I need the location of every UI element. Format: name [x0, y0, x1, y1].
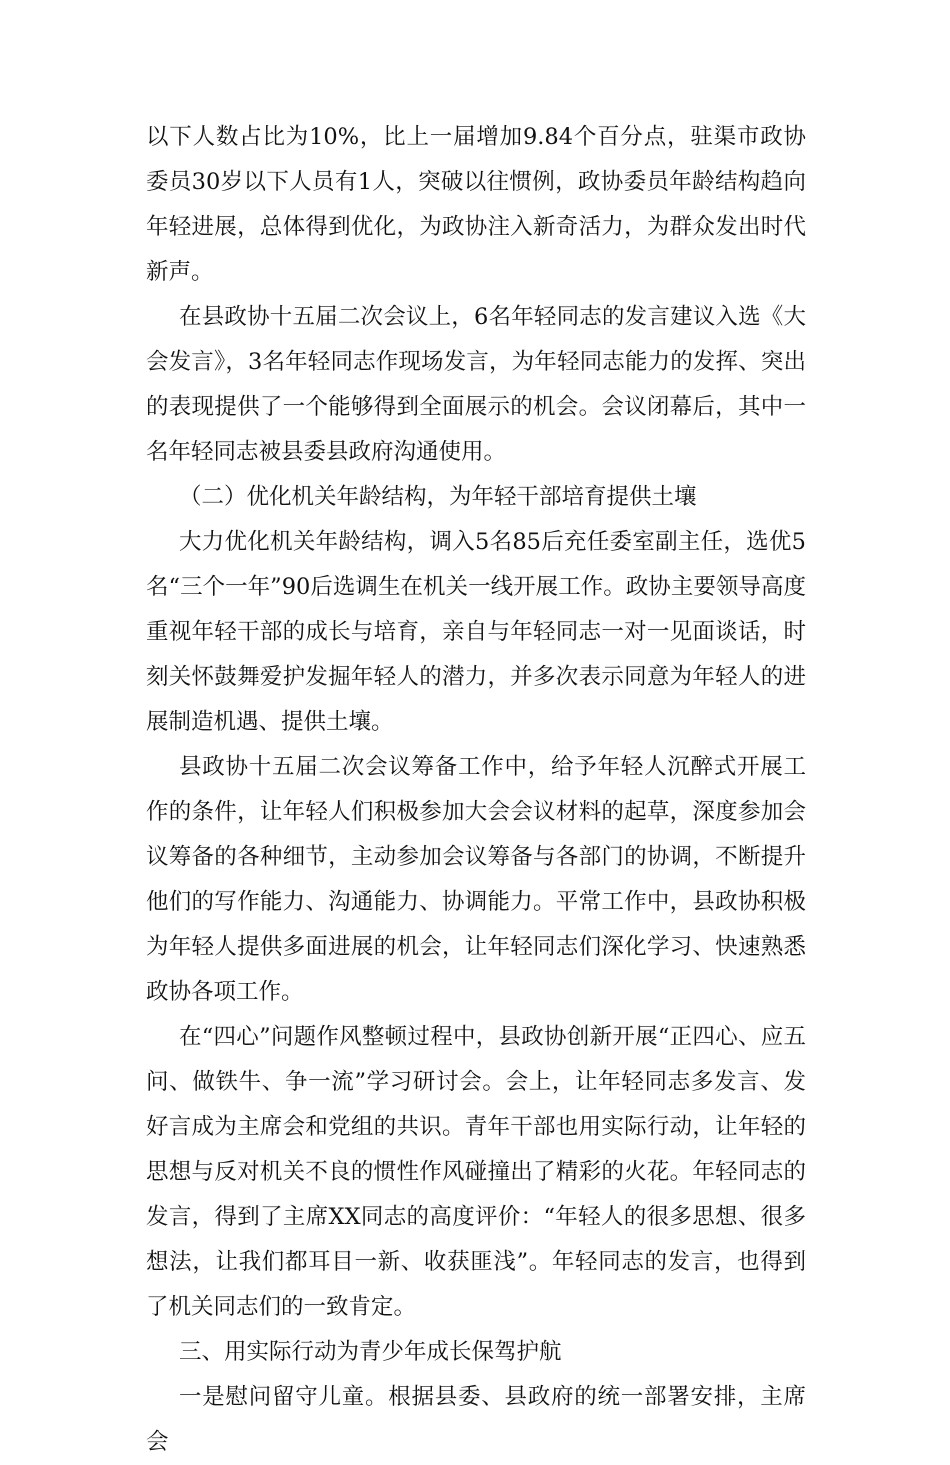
paragraph-optimize-structure: 大力优化机关年龄结构，调入5名85后充任委室副主任，选优5名“三个一年”90后选调生在机关一线开展工作。政协主要领导高度重视年轻干部的成长与培育，亲自与年轻同志一对一见面谈话，时刻关怀鼓舞爱护发掘年轻人的潜力，并多次表示同意为年轻人的进展制造机遇、提供土壤。: [146, 529, 806, 735]
section-heading-youth-growth: 三、用实际行动为青少年成长保驾护航: [179, 1339, 562, 1365]
paragraph-four-hearts: 在“四心”问题作风整顿过程中，县政协创新开展“正四心、应五问、做铁牛、争一流”学习研讨会。会上，让年轻同志多发言、发好言成为主席会和党组的共识。青年干部也用实际行动，让年轻的思想与反对机关不良的惯性作风碰撞出了精彩的火花。年轻同志的发言，得到了主席XX同志的高度评价：“年轻人的很多思想、很多想法，让我们都耳目一新、收获匪浅”。年轻同志的发言，也得到了机关同志们的一致肯定。: [146, 1024, 806, 1320]
paragraph-conference-speeches: 在县政协十五届二次会议上，6名年轻同志的发言建议入选《大会发言》，3名年轻同志作现场发言，为年轻同志能力的发挥、突出的表现提供了一个能够得到全面展示的机会。会议闭幕后，其中一名年轻同志被县委县政府沟通使用。: [146, 304, 806, 465]
document-body: [146, 115, 806, 1465]
section-heading-optimize-age-structure: （二）优化机关年龄结构，为年轻干部培育提供土壤: [179, 484, 697, 510]
paragraph-continuation: 以下人数占比为10%，比上一届增加9.84个百分点，驻渠市政协委员30岁以下人员有1人，突破以往惯例，政协委员年龄结构趋向年轻进展，总体得到优化，为政协注入新奇活力，为群众发出时代新声。: [146, 124, 806, 285]
paragraph-left-behind-children: 一是慰问留守儿童。根据县委、县政府的统一部署安排，主席会: [146, 1384, 806, 1455]
paragraph-meeting-preparation: 县政协十五届二次会议筹备工作中，给予年轻人沉醉式开展工作的条件，让年轻人们积极参加大会会议材料的起草，深度参加会议筹备的各种细节，主动参加会议筹备与各部门的协调，不断提升他们的写作能力、沟通能力、协调能力。平常工作中，县政协积极为年轻人提供多面进展的机会，让年轻同志们深化学习、快速熟悉政协各项工作。: [146, 754, 806, 1005]
